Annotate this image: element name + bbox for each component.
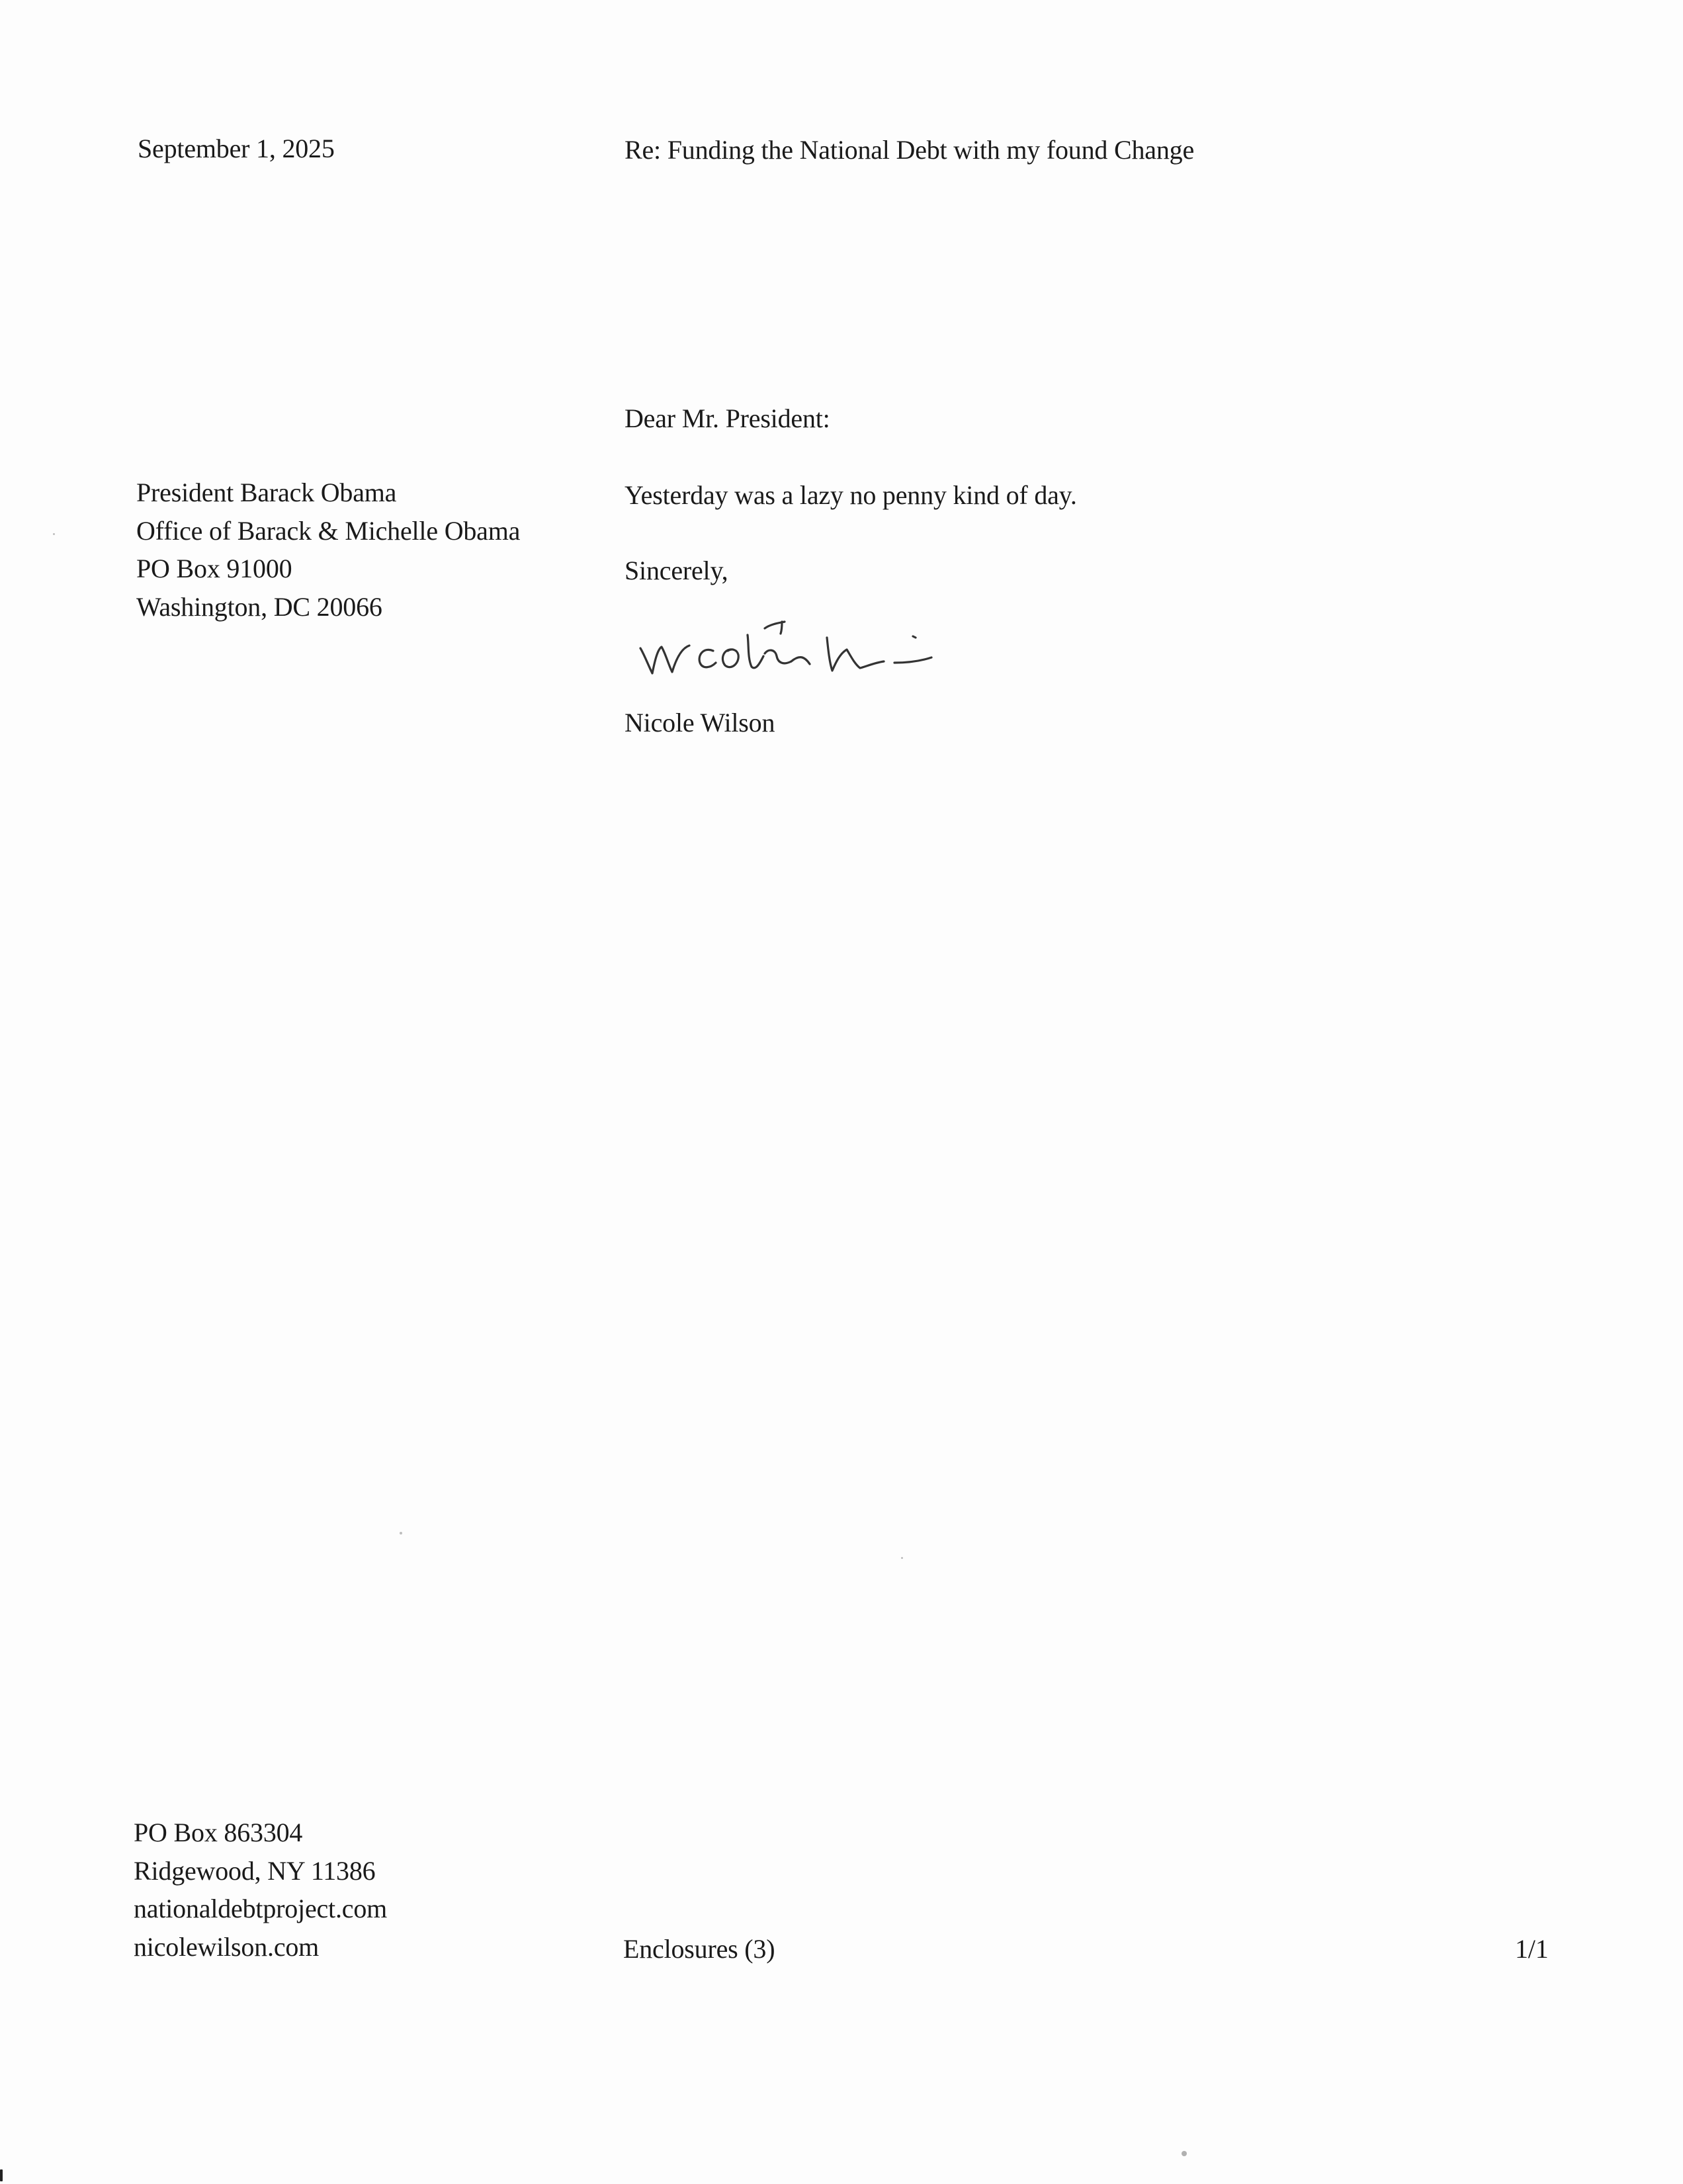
handwritten-signature [635,607,953,687]
sender-city-state: Ridgewood, NY 11386 [134,1855,376,1886]
scan-speck [901,1557,903,1559]
letter-body: Yesterday was a lazy no penny kind of day. [625,480,1077,510]
salutation: Dear Mr. President: [625,403,830,433]
signer-name: Nicole Wilson [625,708,775,737]
recipient-name: President Barack Obama [136,478,397,507]
scan-speck [1182,2151,1187,2156]
recipient-po-box: PO Box 91000 [136,554,292,583]
scan-speck [400,1532,402,1534]
enclosures-note: Enclosures (3) [623,1934,775,1964]
recipient-city-state: Washington, DC 20066 [136,591,382,622]
recipient-address-block [136,474,520,626]
letter-date: September 1, 2025 [138,134,335,163]
sender-website-personal: nicolewilson.com [134,1931,320,1962]
page-number: 1/1 [1515,1934,1549,1964]
recipient-office: Office of Barack & Michelle Obama [136,515,521,546]
sender-po-box: PO Box 863304 [134,1818,303,1847]
letter-subject: Re: Funding the National Debt with my found Change [625,135,1194,165]
sender-website-project: nationaldebtproject.com [134,1894,388,1923]
scan-speck [0,2169,3,2181]
scan-speck [53,533,55,535]
sender-address-block [134,1814,387,1966]
letter-closing: Sincerely, [625,556,728,585]
